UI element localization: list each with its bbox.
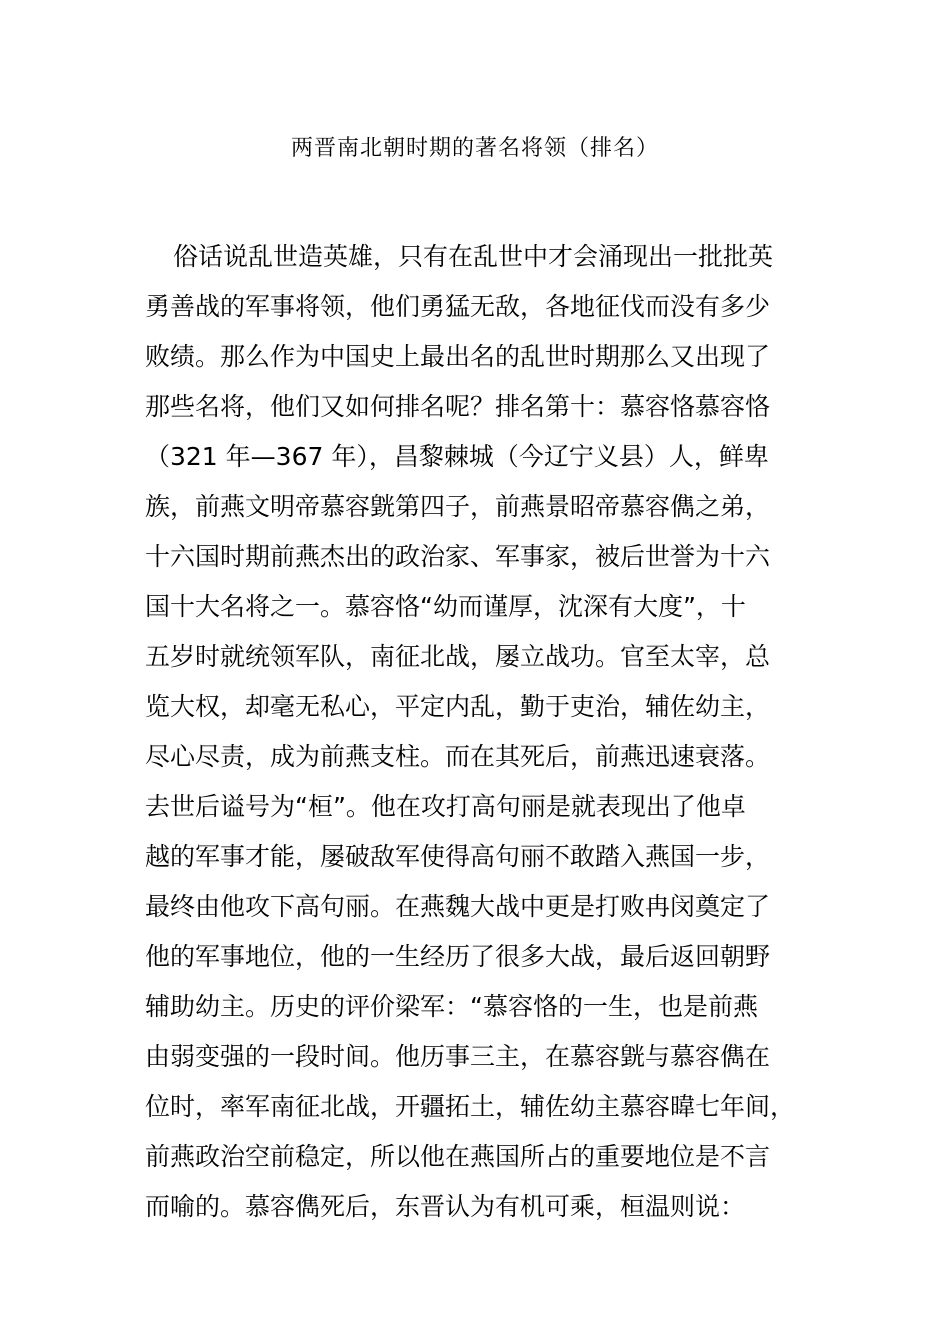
- text-line: 那些名将，他们又如何排名呢？排名第十：慕容恪慕容恪: [145, 392, 771, 421]
- text-line: 越的军事才能，屡破敌军使得高句丽不敢踏入燕国一步，: [145, 842, 771, 871]
- text-line: 去世后谥号为“桓”。他在攻打高句丽是就表现出了他卓: [145, 792, 746, 821]
- text-line: 败绩。那么作为中国史上最出名的乱世时期那么又出现了: [145, 342, 771, 371]
- text-line: 位时，率军南征北战，开疆拓土，辅佐幼主慕容暐七年间，: [145, 1092, 796, 1121]
- text-line: 他的军事地位，他的一生经历了很多大战，最后返回朝野: [145, 942, 771, 971]
- document-body: [145, 232, 805, 1232]
- text-line: 五岁时就统领军队，南征北战，屡立战功。官至太宰，总: [145, 642, 771, 671]
- text-line: 十六国时期前燕杰出的政治家、军事家，被后世誉为十六: [145, 542, 771, 571]
- text-line: 览大权，却毫无私心，平定内乱，勤于吏治，辅佐幼主，: [145, 692, 771, 721]
- text-line: 前燕政治空前稳定，所以他在燕国所占的重要地位是不言: [145, 1142, 771, 1171]
- text-line: 而喻的。慕容儁死后，东晋认为有机可乘，桓温则说：: [145, 1192, 746, 1221]
- text-line: 辅助幼主。历史的评价梁军：“慕容恪的一生，也是前燕: [145, 992, 758, 1021]
- text-line: 由弱变强的一段时间。他历事三主，在慕容皝与慕容儁在: [145, 1042, 771, 1071]
- text-line: 族，前燕文明帝慕容皝第四子，前燕景昭帝慕容儁之弟，: [145, 492, 771, 521]
- text-line: 尽心尽责，成为前燕支柱。而在其死后，前燕迅速衰落。: [145, 742, 771, 771]
- text-line: 俗话说乱世造英雄，只有在乱世中才会涌现出一批批英: [173, 242, 774, 271]
- text-line: 最终由他攻下高句丽。在燕魏大战中更是打败冉闵奠定了: [145, 892, 771, 921]
- document-title: 两晋南北朝时期的著名将领（排名）: [290, 136, 659, 161]
- text-line: （321 年—367 年），昌黎棘城（今辽宁义县）人，鲜卑: [145, 442, 769, 471]
- text-line: 勇善战的军事将领，他们勇猛无敌，各地征伐而没有多少: [145, 292, 771, 321]
- text-line: 国十大名将之一。慕容恪“幼而谨厚，沈深有大度”，十: [145, 592, 746, 621]
